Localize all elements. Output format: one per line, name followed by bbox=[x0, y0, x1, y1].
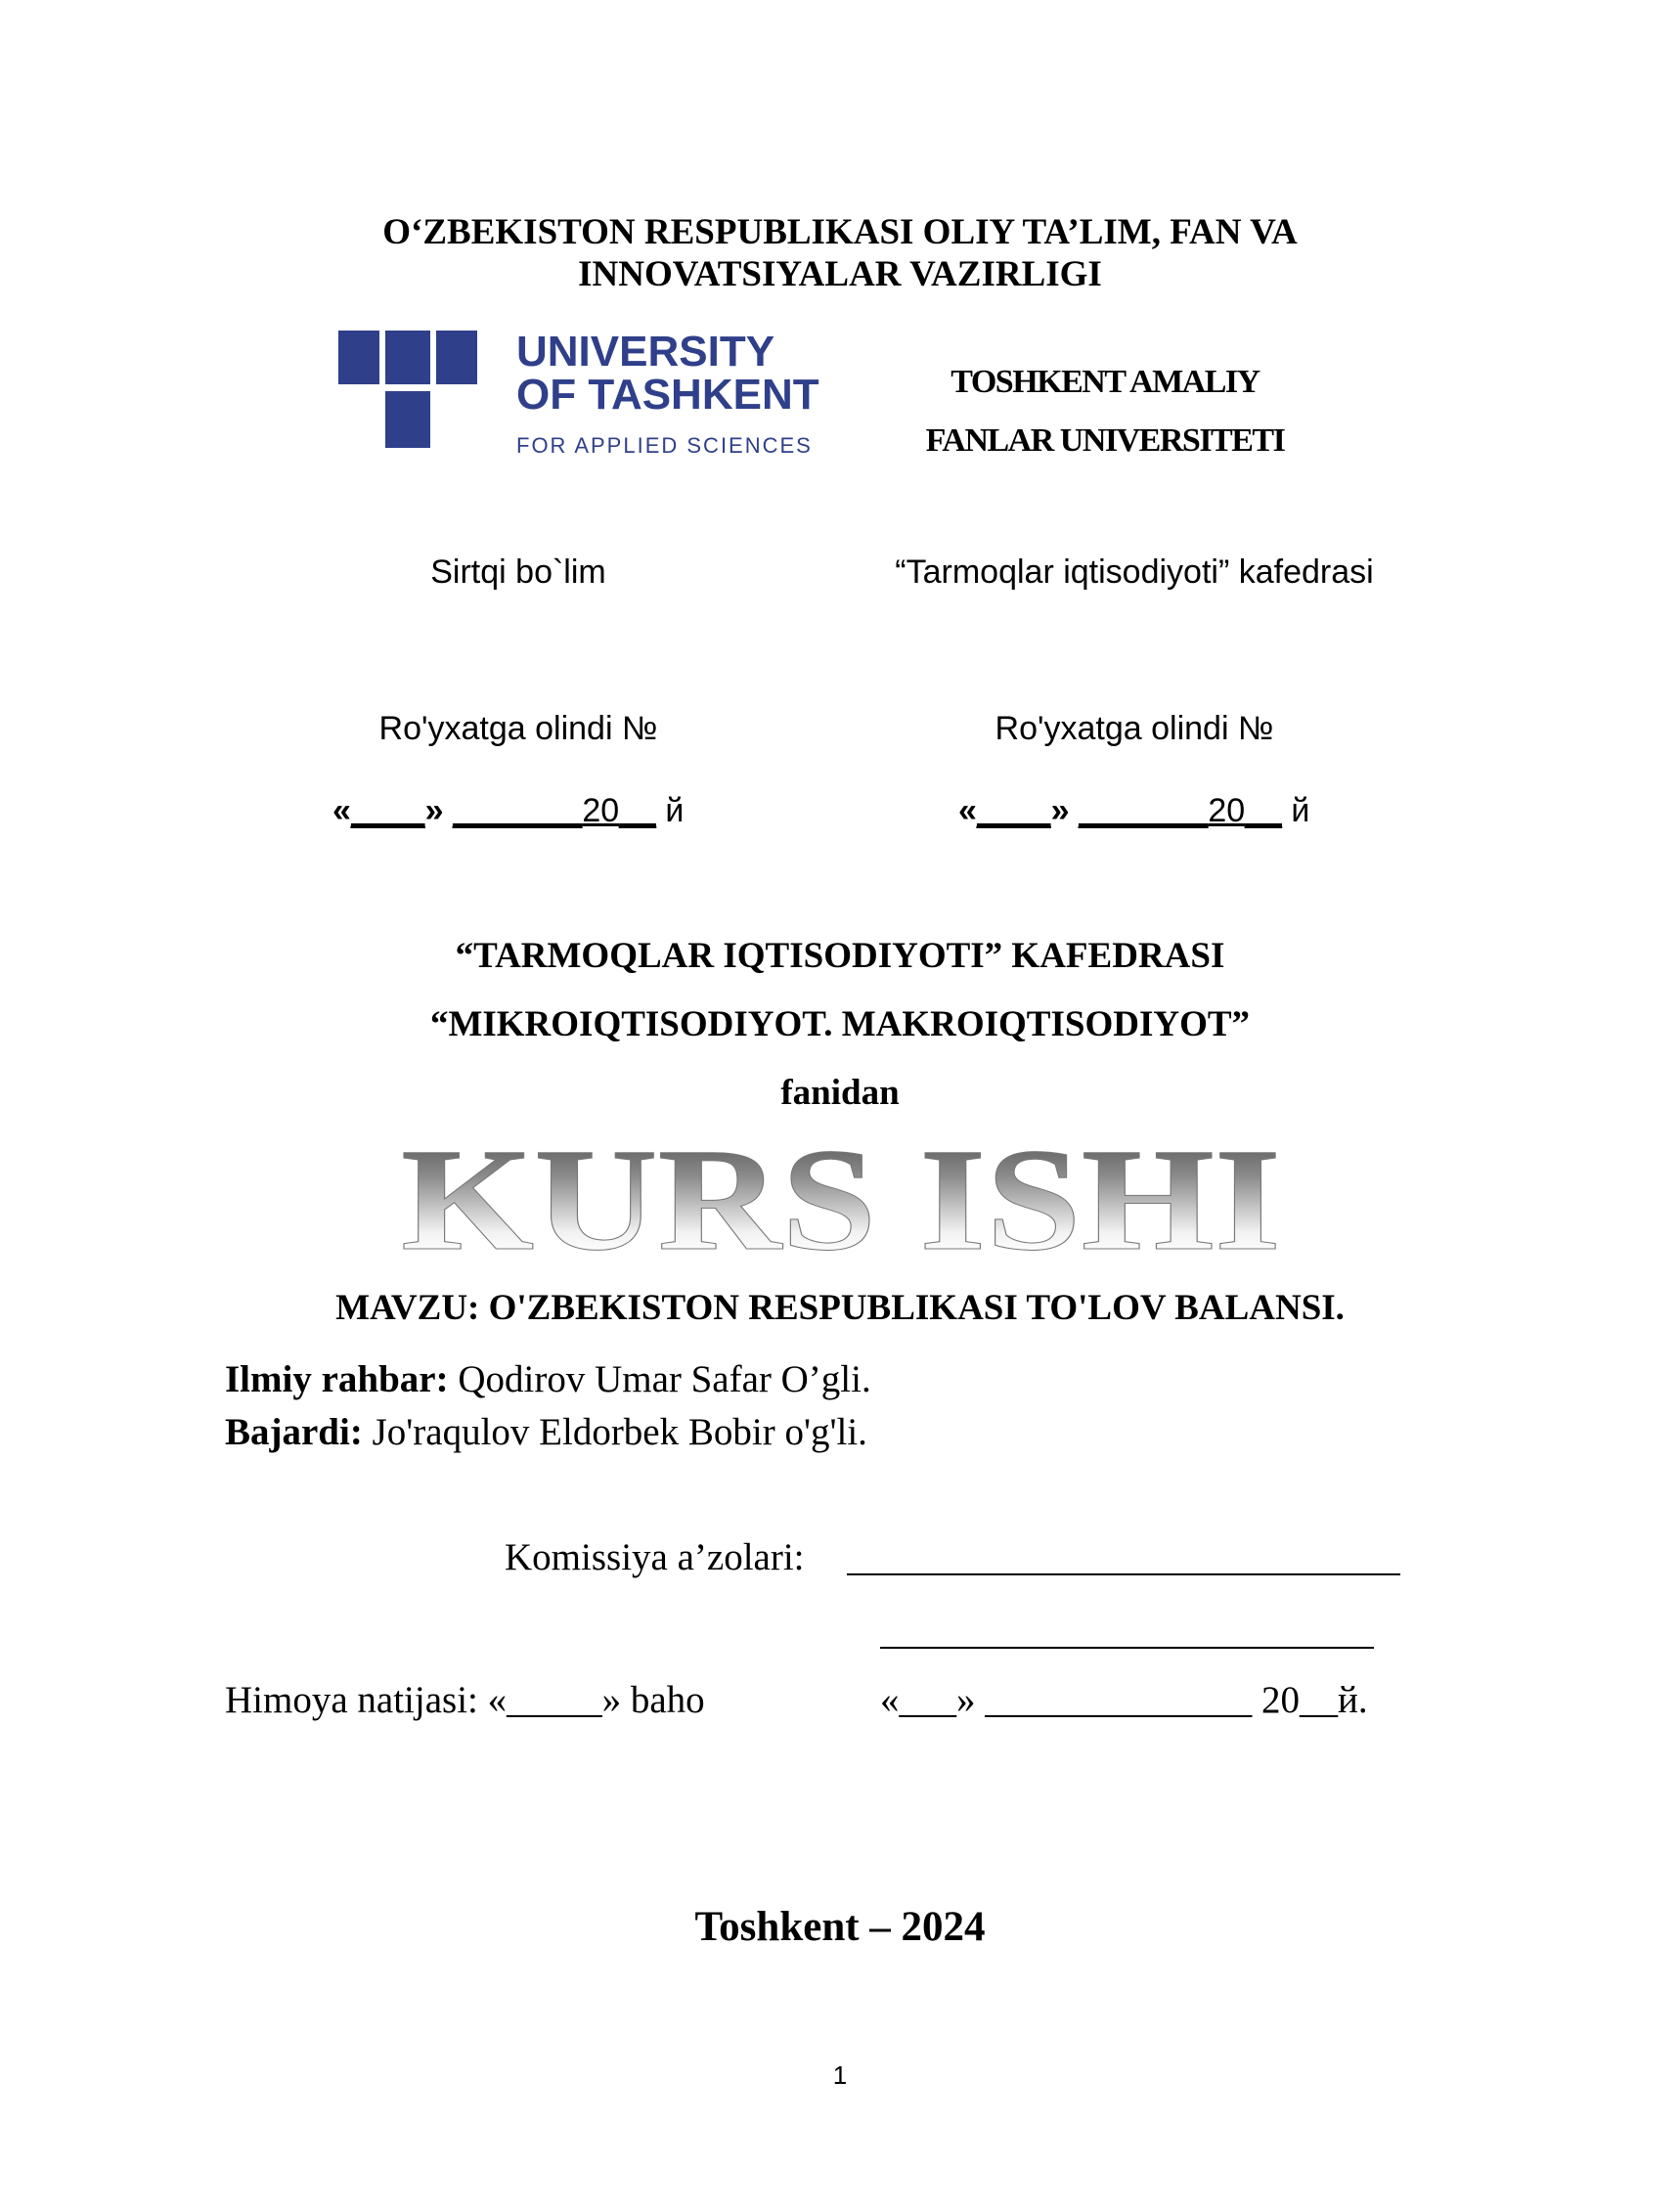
department-left: Sirtqi bo`lim bbox=[430, 553, 606, 591]
supervisor-label: Ilmiy rahbar: bbox=[225, 1358, 449, 1400]
kurs-ishi-text: KURS ISHI bbox=[401, 1119, 1281, 1281]
registration-right: Ro'yxatga olindi № bbox=[995, 710, 1274, 747]
date-open-quote: « bbox=[958, 792, 977, 829]
date-suffix: й bbox=[1281, 792, 1310, 829]
ministry-title bbox=[0, 211, 1680, 295]
page-number: 1 bbox=[832, 2060, 848, 2090]
logo-block-2 bbox=[385, 331, 430, 384]
department-right: “Tarmoqlar iqtisodiyoti” kafedrasi bbox=[895, 553, 1374, 591]
fanidan-label: fanidan bbox=[780, 1073, 900, 1113]
date-close-quote: » bbox=[1050, 792, 1070, 829]
date-close-quote: » bbox=[424, 792, 444, 829]
registration-date-right bbox=[958, 792, 1309, 830]
city-year: Toshkent – 2024 bbox=[694, 1904, 986, 1950]
date-blank-year: __ bbox=[1245, 792, 1282, 829]
logo-line-1: UNIVERSITY bbox=[516, 328, 775, 376]
university-logo bbox=[338, 328, 819, 463]
logo-block-1 bbox=[338, 331, 379, 384]
date-open-quote: « bbox=[332, 792, 351, 829]
university-name-line-1: TOSHKENT AMALIY bbox=[951, 364, 1260, 400]
date-blank-day: ____ bbox=[350, 792, 425, 829]
date-year: 20 bbox=[582, 792, 620, 829]
date-blank-day: ____ bbox=[976, 792, 1051, 829]
supervisor-line bbox=[225, 1357, 871, 1401]
date-blank-year: __ bbox=[619, 792, 656, 829]
defense-date: «___» ______________ 20__й. bbox=[880, 1679, 1368, 1721]
date-suffix: й bbox=[655, 792, 685, 829]
logo-line-3: FOR APPLIED SCIENCES bbox=[516, 433, 813, 458]
logo-block-4 bbox=[385, 391, 430, 448]
supervisor-name: Qodirov Umar Safar O’gli. bbox=[458, 1358, 871, 1400]
commission-label: Komissiya a’zolari: bbox=[505, 1536, 805, 1578]
subject-title: “MIKROIQTISODIYOT. MAKROIQTISODIYOT” bbox=[429, 1004, 1251, 1044]
author-label: Bajardi: bbox=[225, 1411, 363, 1453]
author-name: Jo'raqulov Eldorbek Bobir o'g'li. bbox=[362, 1411, 867, 1453]
date-year: 20 bbox=[1208, 792, 1246, 829]
date-blank-month: _______ bbox=[452, 792, 583, 829]
university-name-line-2: FANLAR UNIVERSITETI bbox=[925, 422, 1285, 459]
logo-block-3 bbox=[436, 331, 477, 384]
date-blank-month: _______ bbox=[1078, 792, 1209, 829]
registration-left: Ro'yxatga olindi № bbox=[378, 710, 658, 747]
defense-result: Himoya natijasi: «_____» baho bbox=[225, 1679, 705, 1721]
ministry-line-1: O‘ZBEKISTON RESPUBLIKASI OLIY TA’LIM, FAN VA bbox=[382, 212, 1298, 252]
author-line bbox=[225, 1410, 867, 1454]
registration-date-left bbox=[332, 792, 684, 830]
ministry-line-2: INNOVATSIYALAR VAZIRLIGI bbox=[578, 254, 1102, 294]
kurs-ishi-wordart bbox=[391, 1119, 1291, 1281]
commission-signature-line-1 bbox=[847, 1573, 1400, 1575]
kafedra-title: “TARMOQLAR IQTISODIYOTI” KAFEDRASI bbox=[455, 936, 1225, 976]
logo-line-2: OF TASHKENT bbox=[516, 371, 819, 419]
commission-signature-line-2 bbox=[880, 1647, 1374, 1649]
topic-title: MAVZU: O'ZBEKISTON RESPUBLIKASI TO'LOV BALANSI. bbox=[335, 1288, 1345, 1328]
